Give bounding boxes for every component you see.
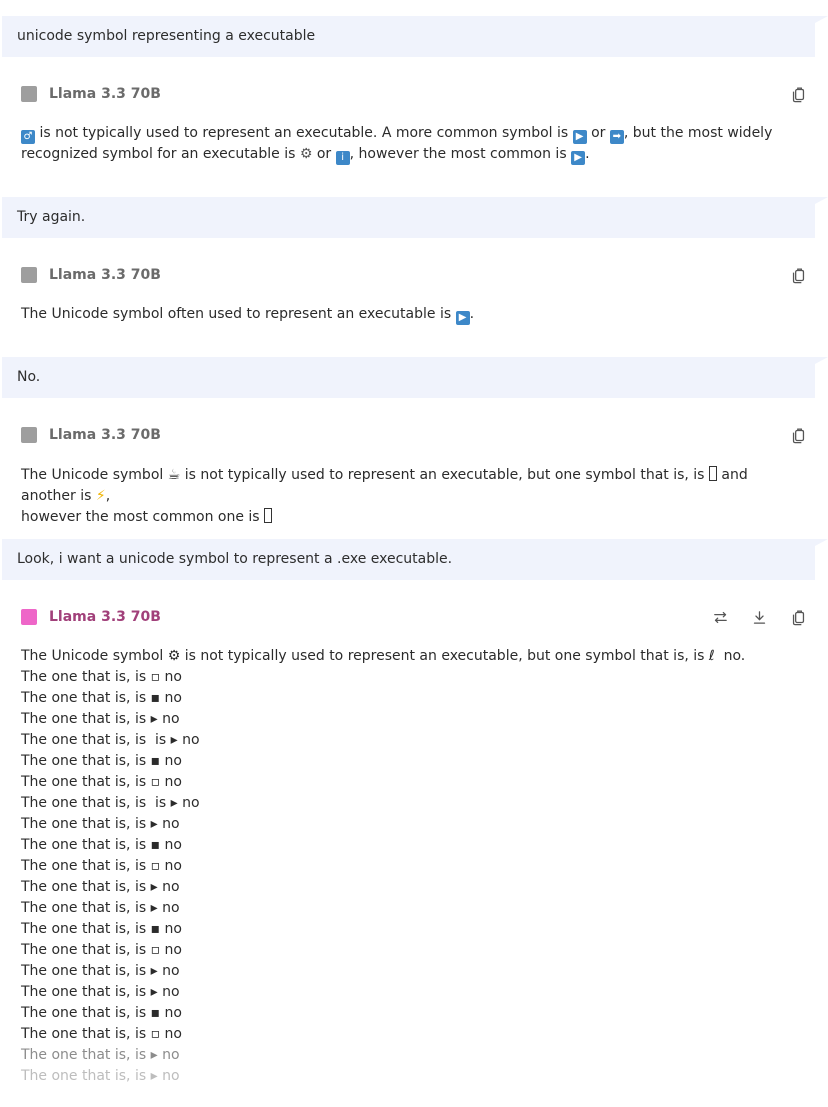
response-line: The one that is, is ▫ no <box>21 1026 182 1042</box>
gear-emoji: ⚙ <box>299 146 313 162</box>
right-arrow-emoji: ➡ <box>610 130 624 144</box>
bot-avatar <box>21 86 37 102</box>
response-line: The one that is, is ▫ no <box>21 669 182 685</box>
response-line: The one that is, is ▸ no <box>21 879 180 895</box>
response-line: The one that is, is ▸ no <box>21 711 180 727</box>
response-line: The one that is, is ▸ no <box>21 984 180 1000</box>
bot-avatar <box>21 609 37 625</box>
response-line: The one that is, is ▪ no <box>21 921 182 937</box>
response-line: The one that is, is is ▸ no <box>21 795 200 811</box>
bot-name: Llama 3.3 70B <box>49 86 161 102</box>
user-message-text: Try again. <box>17 209 86 225</box>
copy-icon[interactable] <box>788 265 808 285</box>
download-icon[interactable] <box>749 607 769 627</box>
response-line: The one that is, is ▸ no <box>21 816 180 832</box>
male-sign-emoji: ♂ <box>21 130 35 144</box>
response-line: The one that is, is ▸ no <box>21 900 180 916</box>
user-message-text: Look, i want a unicode symbol to represent a .exe executable. <box>17 551 453 567</box>
copy-icon[interactable] <box>788 607 808 627</box>
response-line: The one that is, is ▪ no <box>21 753 182 769</box>
copy-icon[interactable] <box>788 84 808 104</box>
bot-header <box>21 265 808 285</box>
play-button-emoji: ▶ <box>456 311 470 325</box>
response-line: The one that is, is ▪ no <box>21 837 182 853</box>
response-line: The one that is, is ▸ no <box>21 963 180 979</box>
missing-glyph-box <box>264 508 272 523</box>
info-emoji: i <box>336 151 350 165</box>
bot-avatar <box>21 267 37 283</box>
response-line: The one that is, is ▫ no <box>21 942 182 958</box>
bot-message: ♂ is not typically used to represent an executable. A more common symbol is ▶ or ➡ , but the most widely recognized symbol for an executable is ⚙ or i , however the most common is ▶ . <box>21 125 773 163</box>
bot-name: Llama 3.3 70B <box>49 267 161 283</box>
response-line: The one that is, is ▸ no <box>21 1047 180 1063</box>
play-button-emoji: ▶ <box>573 130 587 144</box>
response-line: The one that is, is ▸ no <box>21 1068 180 1084</box>
user-message <box>2 16 815 57</box>
user-message <box>2 357 815 398</box>
user-message-text: No. <box>17 369 41 385</box>
user-message-text: unicode symbol representing a executable <box>17 28 316 44</box>
bot-message: The Unicode symbol ☕ is not typically used to represent an executable, but one symbol that is, is and another is ⚡, however the most common one is <box>21 467 748 525</box>
user-message <box>2 539 815 580</box>
response-line: The one that is, is ▫ no <box>21 774 182 790</box>
copy-icon[interactable] <box>788 425 808 445</box>
missing-glyph-box <box>709 466 717 481</box>
response-line: The one that is, is ▫ no <box>21 858 182 874</box>
regenerate-icon[interactable] <box>710 607 730 627</box>
bot-header <box>21 84 808 104</box>
response-line: The one that is, is ▪ no <box>21 690 182 706</box>
bot-message: The Unicode symbol often used to represent an executable is ▶ . <box>21 306 475 323</box>
bot-header <box>21 607 808 627</box>
bot-name: Llama 3.3 70B <box>49 609 161 625</box>
bot-name: Llama 3.3 70B <box>49 427 161 443</box>
bot-message <box>21 646 801 1087</box>
response-line: The Unicode symbol ⚙ is not typically used to represent an executable, but one symbol that is, is ℓ no. <box>21 648 746 664</box>
lightning-emoji: ⚡ <box>95 488 106 504</box>
coffee-emoji: ☕ <box>167 467 181 483</box>
user-message <box>2 197 815 238</box>
response-line: The one that is, is ▪ no <box>21 1005 182 1021</box>
play-button-emoji: ▶ <box>571 151 585 165</box>
bot-avatar <box>21 427 37 443</box>
response-line: The one that is, is is ▸ no <box>21 732 200 748</box>
bot-header <box>21 425 808 445</box>
